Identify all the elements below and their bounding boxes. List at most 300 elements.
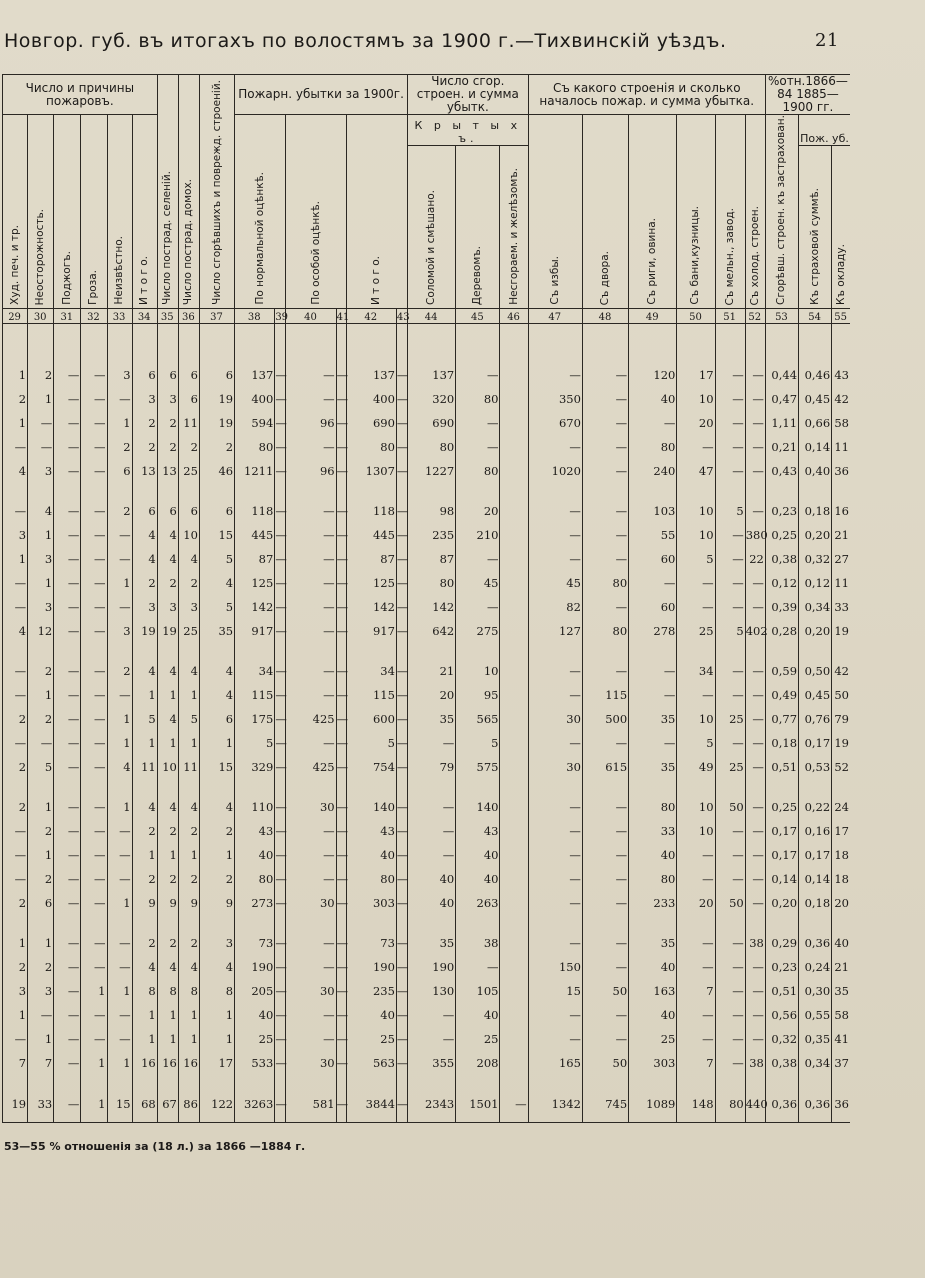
table-cell: 0,32 xyxy=(765,1022,798,1046)
table-cell: — xyxy=(336,974,346,998)
table-cell: 1 xyxy=(107,886,132,910)
column-number: 54 xyxy=(799,309,832,324)
table-cell: 33 xyxy=(832,590,850,614)
table-cell xyxy=(500,926,528,950)
table-row xyxy=(3,494,851,518)
table-cell: 40 xyxy=(629,998,677,1022)
column-number: 39 xyxy=(275,309,286,324)
table-cell: 3 xyxy=(107,358,132,382)
table-cell: 120 xyxy=(629,358,677,382)
table-cell: 15 xyxy=(199,518,234,542)
table-cell: 40 xyxy=(346,838,396,862)
table-cell: 1 xyxy=(81,1086,107,1123)
table-cell: — xyxy=(107,838,132,862)
table-cell: 142 xyxy=(408,590,456,614)
column-number: 55 xyxy=(832,309,850,324)
table-cell: — xyxy=(275,382,286,406)
table-cell: 1 xyxy=(157,678,178,702)
table-cell: 25 xyxy=(677,614,715,638)
table-cell: — xyxy=(275,678,286,702)
table-cell: — xyxy=(275,1086,286,1123)
table-cell: 13 xyxy=(157,454,178,478)
table-cell: 140 xyxy=(456,790,500,814)
table-cell: — xyxy=(81,950,107,974)
table-row xyxy=(3,814,851,838)
table-cell: 115 xyxy=(235,678,275,702)
table-cell: 87 xyxy=(235,542,275,566)
table-cell: 73 xyxy=(235,926,275,950)
table-cell: 35 xyxy=(832,974,850,998)
table-cell: — xyxy=(54,654,81,678)
table-cell: 690 xyxy=(408,406,456,430)
table-cell: — xyxy=(286,1022,336,1046)
table-cell: — xyxy=(528,886,582,910)
table-cell: 3 xyxy=(132,382,157,406)
table-cell: 0,56 xyxy=(765,998,798,1022)
table-row xyxy=(3,542,851,566)
column-number: 42 xyxy=(346,309,396,324)
table-cell: 118 xyxy=(346,494,396,518)
table-cell: — xyxy=(336,702,346,726)
table-cell: 19 xyxy=(199,382,234,406)
table-row xyxy=(3,998,851,1022)
table-cell: 917 xyxy=(235,614,275,638)
table-cell: — xyxy=(336,926,346,950)
table-cell: — xyxy=(286,814,336,838)
table-cell: 0,47 xyxy=(765,382,798,406)
group-spacer xyxy=(3,478,851,494)
table-cell: 137 xyxy=(235,358,275,382)
table-cell: 35 xyxy=(629,702,677,726)
table-cell: 19 xyxy=(199,406,234,430)
table-cell: 34 xyxy=(677,654,715,678)
table-cell: — xyxy=(745,750,765,774)
table-cell: — xyxy=(275,974,286,998)
table-cell: — xyxy=(54,566,81,590)
table-cell: 60 xyxy=(629,590,677,614)
table-cell: — xyxy=(81,750,107,774)
group-burned: Число сгор. строен. и сумма убытк. xyxy=(408,75,529,115)
table-cell: 19 xyxy=(3,1086,28,1123)
col-42-header: И т о г о. xyxy=(346,115,407,309)
table-cell: 40 xyxy=(235,998,275,1022)
table-cell: 3844 xyxy=(346,1086,396,1123)
table-cell xyxy=(500,566,528,590)
table-cell: — xyxy=(275,926,286,950)
table-cell: 0,25 xyxy=(765,790,798,814)
table-cell: 2 xyxy=(178,862,199,886)
table-cell: 41 xyxy=(832,1022,850,1046)
table-cell: 20 xyxy=(677,886,715,910)
table-cell: 40 xyxy=(629,382,677,406)
table-cell: 11 xyxy=(178,406,199,430)
table-cell: 9 xyxy=(178,886,199,910)
table-row xyxy=(3,566,851,590)
table-cell: — xyxy=(629,566,677,590)
table-cell: 2 xyxy=(178,566,199,590)
table-cell: 34 xyxy=(346,654,396,678)
table-cell: — xyxy=(629,678,677,702)
table-cell: — xyxy=(396,1046,407,1070)
table-cell: — xyxy=(275,790,286,814)
table-cell: 25 xyxy=(456,1022,500,1046)
table-cell: 105 xyxy=(456,974,500,998)
table-cell: — xyxy=(3,494,28,518)
table-cell: — xyxy=(28,998,54,1022)
table-cell: 15 xyxy=(107,1086,132,1123)
table-cell: 4 xyxy=(157,542,178,566)
table-cell: — xyxy=(528,494,582,518)
table-cell: 3 xyxy=(28,542,54,566)
table-cell: — xyxy=(54,950,81,974)
table-cell: 6 xyxy=(132,358,157,382)
table-cell: 30 xyxy=(286,974,336,998)
table-cell: 0,44 xyxy=(765,358,798,382)
column-number: 48 xyxy=(582,309,628,324)
table-cell: — xyxy=(528,654,582,678)
column-number: 40 xyxy=(286,309,336,324)
table-cell: 2 xyxy=(107,654,132,678)
table-cell: 43 xyxy=(235,814,275,838)
table-cell: 25 xyxy=(346,1022,396,1046)
table-cell: — xyxy=(582,998,628,1022)
table-cell: 2343 xyxy=(408,1086,456,1123)
table-cell: — xyxy=(582,406,628,430)
table-cell: 445 xyxy=(235,518,275,542)
table-cell: — xyxy=(54,1086,81,1123)
table-cell: — xyxy=(336,678,346,702)
table-cell: 4 xyxy=(199,790,234,814)
table-cell: 2 xyxy=(132,862,157,886)
table-cell: — xyxy=(286,358,336,382)
table-cell: — xyxy=(456,358,500,382)
table-cell: — xyxy=(396,358,407,382)
table-cell: 190 xyxy=(235,950,275,974)
table-cell: 6 xyxy=(199,358,234,382)
table-cell: 2 xyxy=(28,950,54,974)
table-cell: — xyxy=(81,406,107,430)
table-row xyxy=(3,430,851,454)
col-51-header: Съ мельн., завод. xyxy=(715,115,745,309)
table-cell: 6 xyxy=(107,454,132,478)
column-number-row xyxy=(3,309,851,324)
table-cell: — xyxy=(107,950,132,974)
table-cell: 2 xyxy=(28,654,54,678)
table-cell: — xyxy=(54,814,81,838)
column-number: 43 xyxy=(396,309,407,324)
table-cell xyxy=(500,590,528,614)
table-cell: 303 xyxy=(346,886,396,910)
table-cell xyxy=(500,1022,528,1046)
table-cell: 1 xyxy=(28,1022,54,1046)
table-cell: 42 xyxy=(832,382,850,406)
table-cell: — xyxy=(286,926,336,950)
table-cell: 1 xyxy=(107,406,132,430)
table-cell: — xyxy=(275,862,286,886)
table-cell xyxy=(500,998,528,1022)
table-cell: 1 xyxy=(3,998,28,1022)
table-cell: 4 xyxy=(107,750,132,774)
table-cell: 0,39 xyxy=(765,590,798,614)
table-cell: — xyxy=(275,454,286,478)
table-cell: 1 xyxy=(157,1022,178,1046)
table-cell: — xyxy=(336,614,346,638)
table-cell: 10 xyxy=(677,382,715,406)
table-cell: 533 xyxy=(235,1046,275,1070)
table-cell: — xyxy=(582,494,628,518)
table-cell: 19 xyxy=(157,614,178,638)
table-cell: — xyxy=(677,926,715,950)
table-cell: 1 xyxy=(3,926,28,950)
table-cell: 82 xyxy=(528,590,582,614)
table-cell: — xyxy=(275,590,286,614)
table-cell: — xyxy=(336,406,346,430)
table-cell: 1 xyxy=(199,1022,234,1046)
table-cell: — xyxy=(107,678,132,702)
table-cell: — xyxy=(286,950,336,974)
column-number: 47 xyxy=(528,309,582,324)
table-cell: 4 xyxy=(199,566,234,590)
table-cell: — xyxy=(528,1022,582,1046)
table-cell: 38 xyxy=(456,926,500,950)
table-cell: — xyxy=(629,406,677,430)
table-cell: — xyxy=(81,862,107,886)
table-cell: — xyxy=(54,702,81,726)
table-cell: 21 xyxy=(408,654,456,678)
table-cell: — xyxy=(336,726,346,750)
table-cell: — xyxy=(54,750,81,774)
table-cell: — xyxy=(54,862,81,886)
table-cell: — xyxy=(582,726,628,750)
table-cell: 80 xyxy=(582,614,628,638)
table-cell: 34 xyxy=(235,654,275,678)
table-cell: 4 xyxy=(132,542,157,566)
table-cell: 303 xyxy=(629,1046,677,1070)
table-cell: 233 xyxy=(629,886,677,910)
table-cell: — xyxy=(81,590,107,614)
table-cell: — xyxy=(54,382,81,406)
table-cell: 4 xyxy=(178,790,199,814)
table-cell: — xyxy=(3,726,28,750)
table-cell: 68 xyxy=(132,1086,157,1123)
table-cell: — xyxy=(582,358,628,382)
table-cell: 581 xyxy=(286,1086,336,1123)
table-cell: — xyxy=(336,494,346,518)
table-row xyxy=(3,950,851,974)
table-cell: 1 xyxy=(3,406,28,430)
table-cell: 0,59 xyxy=(765,654,798,678)
table-cell: 21 xyxy=(832,950,850,974)
table-cell xyxy=(500,678,528,702)
table-cell: — xyxy=(745,838,765,862)
table-cell: 1 xyxy=(107,974,132,998)
table-cell: 1307 xyxy=(346,454,396,478)
table-cell: 80 xyxy=(408,566,456,590)
table-cell: 25 xyxy=(235,1022,275,1046)
table-cell: 40 xyxy=(832,926,850,950)
table-cell: 0,25 xyxy=(765,518,798,542)
table-row xyxy=(3,454,851,478)
table-cell: — xyxy=(677,590,715,614)
table-cell: 125 xyxy=(235,566,275,590)
table-cell: 440 xyxy=(745,1086,765,1123)
group-spacer xyxy=(3,324,851,359)
table-cell: 0,12 xyxy=(799,566,832,590)
table-row xyxy=(3,974,851,998)
table-cell: 1 xyxy=(157,838,178,862)
col-55-header: Къ окладу. xyxy=(832,146,850,309)
table-cell: — xyxy=(745,566,765,590)
table-cell: — xyxy=(28,430,54,454)
group-ratio: %отн.1866—84 1885—1900 гг. xyxy=(765,75,850,115)
column-number: 33 xyxy=(107,309,132,324)
table-cell: — xyxy=(81,726,107,750)
table-cell: 5 xyxy=(346,726,396,750)
table-cell: 16 xyxy=(178,1046,199,1070)
table-row xyxy=(3,702,851,726)
table-cell: 1 xyxy=(132,838,157,862)
table-cell: 1,11 xyxy=(765,406,798,430)
table-cell: — xyxy=(528,358,582,382)
table-cell: — xyxy=(54,614,81,638)
table-cell: — xyxy=(582,430,628,454)
table-cell: 10 xyxy=(456,654,500,678)
table-cell: 0,17 xyxy=(765,838,798,862)
table-cell: — xyxy=(456,590,500,614)
col-33-header: Неизвѣстно. xyxy=(107,115,132,309)
table-cell: — xyxy=(715,454,745,478)
table-cell: 0,23 xyxy=(765,950,798,974)
table-cell: 2 xyxy=(132,814,157,838)
table-cell: — xyxy=(3,1022,28,1046)
table-cell: 2 xyxy=(157,814,178,838)
table-cell xyxy=(500,886,528,910)
table-cell xyxy=(500,702,528,726)
table-cell: — xyxy=(275,358,286,382)
table-cell: — xyxy=(582,886,628,910)
table-cell: — xyxy=(396,974,407,998)
table-cell: — xyxy=(336,542,346,566)
table-cell: 43 xyxy=(832,358,850,382)
table-cell: 563 xyxy=(346,1046,396,1070)
table-cell: — xyxy=(336,382,346,406)
table-cell: 11 xyxy=(178,750,199,774)
table-cell: — xyxy=(629,654,677,678)
table-cell: 1 xyxy=(178,838,199,862)
table-cell: — xyxy=(396,518,407,542)
table-cell: — xyxy=(54,1046,81,1070)
table-cell: 10 xyxy=(677,814,715,838)
table-cell: — xyxy=(54,998,81,1022)
table-cell: 0,18 xyxy=(765,726,798,750)
table-cell: 1 xyxy=(81,1046,107,1070)
table-row xyxy=(3,382,851,406)
table-cell: 0,29 xyxy=(765,926,798,950)
table-cell: 500 xyxy=(582,702,628,726)
table-cell: 20 xyxy=(677,406,715,430)
table-cell xyxy=(500,494,528,518)
table-cell: 2 xyxy=(3,382,28,406)
table-cell: 1 xyxy=(178,1022,199,1046)
table-cell: — xyxy=(582,862,628,886)
table-cell: 275 xyxy=(456,614,500,638)
table-cell: — xyxy=(396,790,407,814)
table-cell: — xyxy=(582,950,628,974)
table-cell: — xyxy=(528,542,582,566)
table-cell xyxy=(500,358,528,382)
table-cell: 40 xyxy=(629,950,677,974)
table-cell: 10 xyxy=(178,518,199,542)
table-cell: 5 xyxy=(178,702,199,726)
table-cell: — xyxy=(275,838,286,862)
table-cell: — xyxy=(745,494,765,518)
table-cell: 6 xyxy=(28,886,54,910)
table-cell: — xyxy=(286,494,336,518)
table-cell: — xyxy=(107,542,132,566)
table-cell: — xyxy=(396,494,407,518)
table-cell: — xyxy=(396,654,407,678)
table-cell: — xyxy=(107,518,132,542)
table-cell: — xyxy=(396,382,407,406)
table-cell: — xyxy=(408,726,456,750)
table-cell: 6 xyxy=(199,494,234,518)
column-number: 35 xyxy=(157,309,178,324)
table-cell: — xyxy=(81,926,107,950)
table-cell: 50 xyxy=(715,790,745,814)
table-cell: 0,20 xyxy=(799,518,832,542)
table-cell: — xyxy=(3,838,28,862)
table-cell xyxy=(500,454,528,478)
table-cell: 329 xyxy=(235,750,275,774)
table-cell: — xyxy=(275,614,286,638)
table-cell: 380 xyxy=(745,518,765,542)
table-cell: 0,38 xyxy=(765,542,798,566)
table-cell: — xyxy=(396,430,407,454)
table-cell: — xyxy=(745,382,765,406)
table-cell: — xyxy=(286,542,336,566)
table-cell: — xyxy=(336,1086,346,1123)
table-cell: 6 xyxy=(157,494,178,518)
table-cell: 1 xyxy=(107,1046,132,1070)
table-cell xyxy=(500,430,528,454)
table-cell: 46 xyxy=(199,454,234,478)
table-cell: 58 xyxy=(832,998,850,1022)
table-cell: 79 xyxy=(408,750,456,774)
table-cell: — xyxy=(336,566,346,590)
table-cell: — xyxy=(528,430,582,454)
table-cell xyxy=(500,518,528,542)
table-cell: 24 xyxy=(832,790,850,814)
table-cell: 150 xyxy=(528,950,582,974)
table-cell: 0,51 xyxy=(765,750,798,774)
table-cell: 320 xyxy=(408,382,456,406)
table-cell: — xyxy=(745,454,765,478)
table-cell: 1501 xyxy=(456,1086,500,1123)
table-cell: 0,53 xyxy=(799,750,832,774)
table-cell: 10 xyxy=(677,702,715,726)
table-cell: 190 xyxy=(408,950,456,974)
table-cell xyxy=(500,950,528,974)
table-cell: 1 xyxy=(199,838,234,862)
table-cell: 3 xyxy=(178,590,199,614)
table-cell: — xyxy=(3,430,28,454)
table-cell xyxy=(500,542,528,566)
column-number: 41 xyxy=(336,309,346,324)
table-cell: — xyxy=(677,950,715,974)
table-cell: — xyxy=(745,790,765,814)
col-34-header: И т о г о. xyxy=(132,115,157,309)
table-cell: 11 xyxy=(832,566,850,590)
